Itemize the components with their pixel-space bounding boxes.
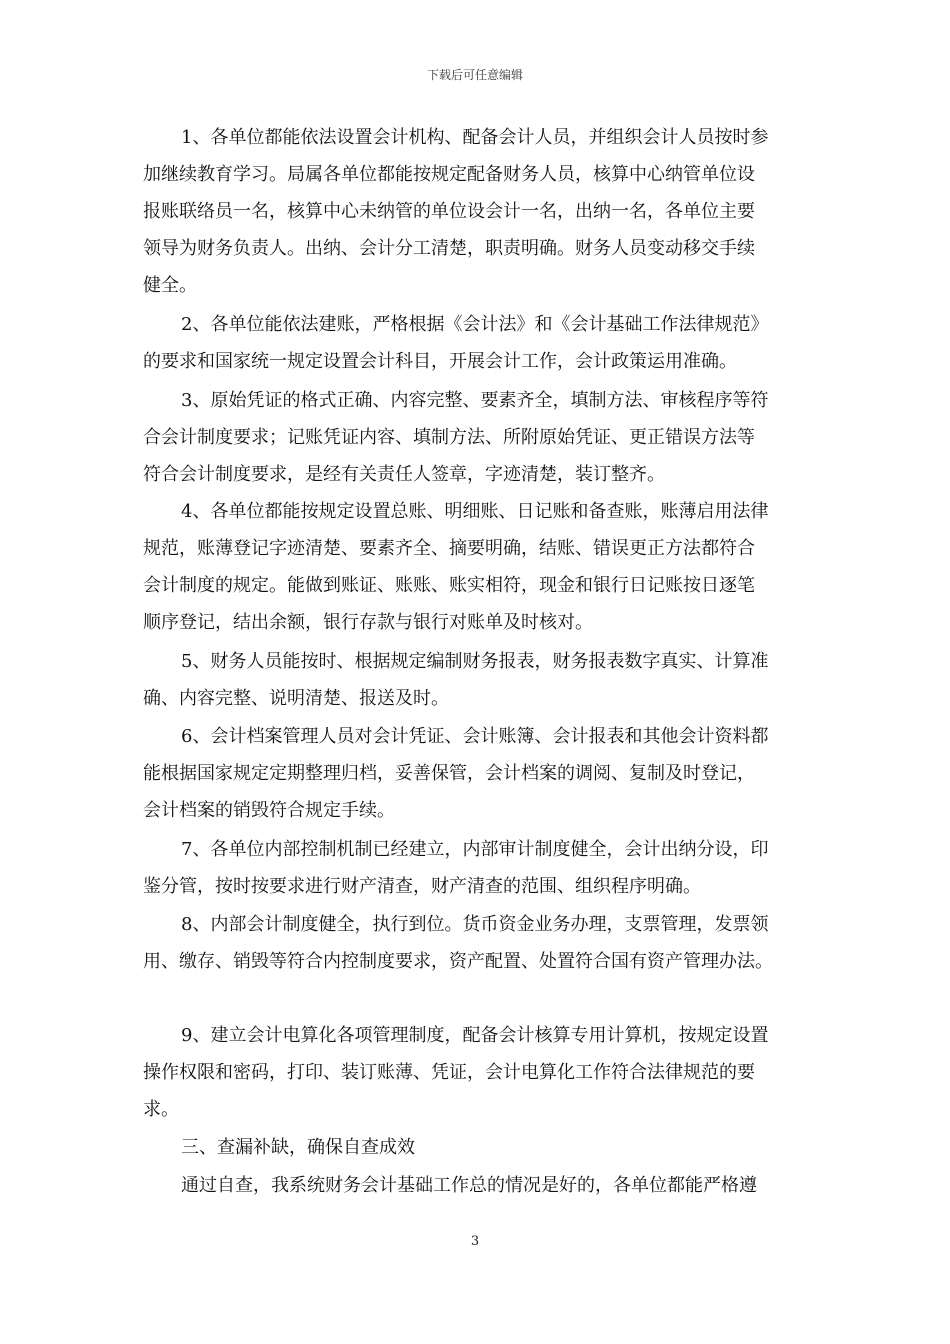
paragraph-6-line-2: 能根据国家规定定期整理归档，妥善保管，会计档案的调阅、复制及时登记， [143,763,755,784]
paragraph-3-line-3: 符合会计制度要求，是经有关责任人签章，字迹清楚，装订整齐。 [143,464,665,485]
paragraph-1-line-3: 报账联络员一名，核算中心未纳管的单位设会计一名，出纳一名，各单位主要 [143,201,755,222]
paragraph-5-line-2: 确、内容完整、说明清楚、报送及时。 [143,688,449,709]
paragraph-4-line-3: 会计制度的规定。能做到账证、账账、账实相符，现金和银行日记账按日逐笔 [143,575,755,596]
paragraph-9-line-2: 操作权限和密码，打印、装订账薄、凭证，会计电算化工作符合法律规范的要 [143,1062,755,1083]
paragraph-7-line-1: 7、各单位内部控制机制已经建立，内部审计制度健全，会计出纳分设，印 [181,839,769,860]
paragraph-2-line-2: 的要求和国家统一规定设置会计科目，开展会计工作，会计政策运用准确。 [143,351,737,372]
paragraph-3-line-1: 3、原始凭证的格式正确、内容完整、要素齐全，填制方法、审核程序等符 [181,390,769,411]
page-number: 3 [470,1234,480,1249]
paragraph-2-line-1: 2、各单位能依法建账，严格根据《会计法》和《会计基础工作法律规范》 [181,314,769,335]
paragraph-3-line-2: 合会计制度要求；记账凭证内容、填制方法、所附原始凭证、更正错误方法等 [143,427,755,448]
paragraph-8-line-1: 8、内部会计制度健全，执行到位。货币资金业务办理，支票管理，发票领 [181,914,769,935]
paragraph-4-line-4: 顺序登记，结出余额，银行存款与银行对账单及时核对。 [143,612,593,633]
paragraph-10-line-1: 通过自查，我系统财务会计基础工作总的情况是好的，各单位都能严格遵 [181,1175,757,1196]
section-heading: 三、查漏补缺，确保自查成效 [181,1137,415,1158]
paragraph-6-line-1: 6、会计档案管理人员对会计凭证、会计账簿、会计报表和其他会计资料都 [181,726,769,747]
paragraph-6-line-3: 会计档案的销毁符合规定手续。 [143,800,395,821]
paragraph-1-line-2: 加继续教育学习。局属各单位都能按规定配备财务人员，核算中心纳管单位设 [143,164,755,185]
paragraph-1-line-5: 健全。 [143,275,197,296]
paragraph-9-line-1: 9、建立会计电算化各项管理制度，配备会计核算专用计算机，按规定设置 [181,1025,769,1046]
page-header: 下载后可任意编辑 [426,68,523,82]
paragraph-4-line-1: 4、各单位都能按规定设置总账、明细账、日记账和备查账，账薄启用法律 [181,501,769,522]
paragraph-4-line-2: 规范，账薄登记字迹清楚、要素齐全、摘要明确，结账、错误更正方法都符合 [143,538,755,559]
paragraph-5-line-1: 5、财务人员能按时、根据规定编制财务报表，财务报表数字真实、计算准 [181,651,769,672]
paragraph-7-line-2: 鉴分管，按时按要求进行财产清查，财产清查的范围、组织程序明确。 [143,876,701,897]
paragraph-1-line-4: 领导为财务负责人。出纳、会计分工清楚，职责明确。财务人员变动移交手续 [143,238,755,259]
paragraph-1-line-1: 1、各单位都能依法设置会计机构、配备会计人员，并组织会计人员按时参 [181,127,769,148]
paragraph-8-line-2: 用、缴存、销毁等符合内控制度要求，资产配置、处置符合国有资产管理办法。 [143,951,773,972]
paragraph-9-line-3: 求。 [143,1099,179,1120]
